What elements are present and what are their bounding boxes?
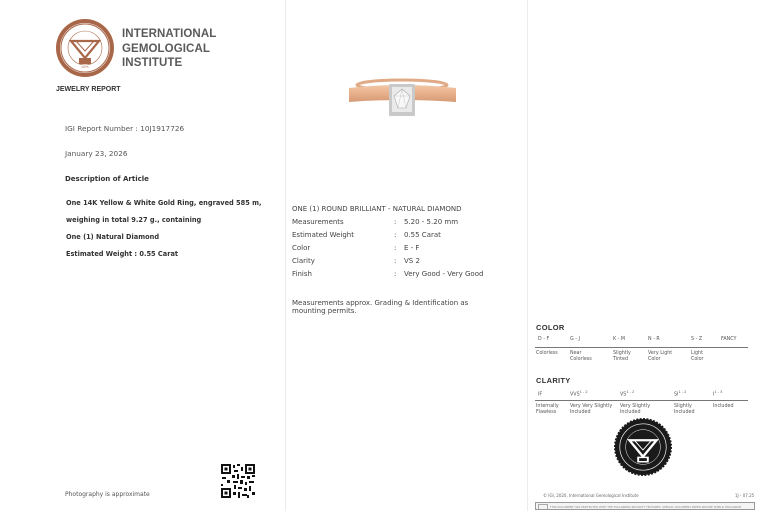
spec-value: Very Good - Very Good <box>404 270 484 278</box>
clarity-grade <box>620 390 634 398</box>
spec-row-measurements <box>292 218 458 226</box>
clarity-scale-divider <box>535 400 748 401</box>
document-code: 1J - 07.25 <box>735 493 755 498</box>
color-grade: D - F <box>538 337 550 342</box>
spec-value: E - F <box>404 244 420 252</box>
ring-photo <box>345 72 460 120</box>
report-number: IGI Report Number : 10J1917726 <box>65 124 185 133</box>
grade-sup: 1 - 3 <box>714 390 723 394</box>
spec-separator: : <box>394 257 397 265</box>
photography-note: Photography is approximate <box>65 491 150 498</box>
spec-value: 0.55 Carat <box>404 231 441 239</box>
org-name-line-2: GEMOLOGICAL <box>122 42 210 55</box>
report-type-label: JEWELRY REPORT <box>56 86 121 93</box>
description-line: Estimated Weight : 0.55 Carat <box>66 250 179 258</box>
copyright-text: © IGI, 2020, International Gemological Institute <box>543 493 639 498</box>
spec-label: Clarity <box>292 257 315 265</box>
description-line: One 14K Yellow & White Gold Ring, engraved 585 m, <box>66 199 262 207</box>
color-description: Slightly Tinted <box>613 351 631 362</box>
spec-row-clarity <box>292 257 420 265</box>
clarity-scale-title: CLARITY <box>536 376 571 385</box>
qr-code-icon[interactable] <box>221 464 255 498</box>
svg-text:1975: 1975 <box>81 65 89 69</box>
grading-comment: Measurements approx. Grading & Identification as mounting permits. <box>292 299 469 315</box>
clarity-grade <box>538 390 542 398</box>
disclaimer-text: THIS DOCUMENT HAS PROTECTED WITH THE FOLLOWING SECURITY FEATURES: SPECIAL DOCUMENT PAPER SECURE SHIELD HOLOGRAM <box>550 505 742 509</box>
spec-separator: : <box>394 270 397 278</box>
color-grade: N - R <box>648 337 660 342</box>
spec-separator: : <box>394 218 397 226</box>
color-description: Near Colorless <box>570 351 592 362</box>
org-name-line-3: INSTITUTE <box>122 57 183 69</box>
clarity-grade <box>674 390 686 398</box>
igi-seal-logo-icon <box>55 18 115 78</box>
color-grade: K - M <box>613 337 626 342</box>
grade-base: SI <box>674 392 679 398</box>
grade-sup: 1 - 2 <box>626 390 635 394</box>
spec-label: Color <box>292 244 311 252</box>
grade-base: I <box>713 392 715 398</box>
color-description: Light Color <box>691 351 704 362</box>
igi-mini-logo-icon <box>538 504 548 510</box>
spec-label: Measurements <box>292 218 344 226</box>
fold-line-left <box>285 0 286 511</box>
security-disclaimer <box>535 502 755 510</box>
spec-row-estimated-weight <box>292 231 441 239</box>
report-date: January 23, 2026 <box>65 149 128 158</box>
grade-base: IF <box>538 392 543 398</box>
grade-base: VS <box>620 392 627 398</box>
clarity-grade <box>570 390 588 398</box>
clarity-description: Slightly Included <box>674 404 695 415</box>
color-scale-title: COLOR <box>536 323 565 332</box>
color-grade: S - Z <box>691 337 703 342</box>
color-grade: FANCY <box>721 337 737 342</box>
org-name-line-1: INTERNATIONAL <box>122 28 217 40</box>
grade-sup: 1 - 2 <box>678 390 687 394</box>
clarity-grade <box>713 390 722 398</box>
color-scale-divider <box>535 347 748 348</box>
clarity-description: Very Very Slightly Included <box>570 404 613 415</box>
spec-label: Finish <box>292 270 312 278</box>
spec-separator: : <box>394 244 397 252</box>
spec-value: VS 2 <box>404 257 420 265</box>
grade-sup: 1 - 2 <box>579 390 588 394</box>
spec-label: Estimated Weight <box>292 231 354 239</box>
diamond-title: ONE (1) ROUND BRILLIANT - NATURAL DIAMOND <box>292 205 462 213</box>
igi-seal-black-icon <box>614 418 672 476</box>
fold-line-right <box>527 0 528 511</box>
color-description: Colorless <box>536 351 558 356</box>
clarity-description: Included <box>713 404 734 409</box>
color-description: Very Light Color <box>648 351 673 362</box>
color-grade: G - J <box>570 337 580 342</box>
grade-base: VVS <box>570 392 580 398</box>
spec-value: 5.20 - 5.20 mm <box>404 218 459 226</box>
description-line: weighing in total 9.27 g., containing <box>66 216 202 224</box>
description-line: One (1) Natural Diamond <box>66 233 160 241</box>
organization-name <box>122 27 216 71</box>
clarity-description: Very Slightly Included <box>620 404 651 415</box>
spec-row-finish <box>292 270 483 278</box>
spec-separator: : <box>394 231 397 239</box>
clarity-description: Internally Flawless <box>536 404 559 415</box>
spec-row-color <box>292 244 419 252</box>
description-heading: Description of Article <box>65 175 149 183</box>
